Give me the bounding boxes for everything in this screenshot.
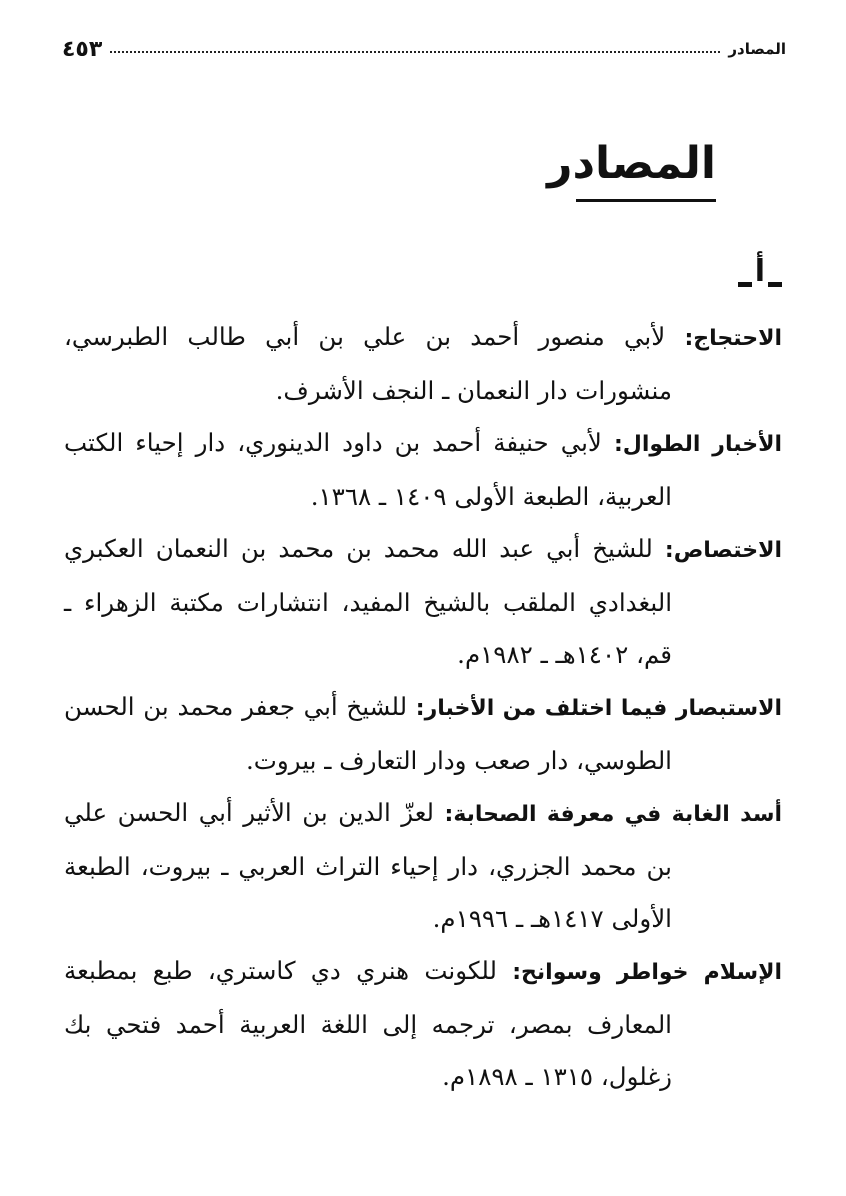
running-title: المصادر [728,40,786,58]
entry-description: للشيخ أبي عبد الله محمد بن محمد بن النعمان العكبري البغدادي الملقب بالشيخ المفيد، انتشارات مكتبة الزهراء ـ قم، ١٤٠٢هـ ـ ١٩٨٢م. [64,534,672,669]
bibliography-entry [64,681,782,787]
entry-description: للشيخ أبي جعفر محمد بن الحسن الطوسي، دار صعب ودار التعارف ـ بيروت. [64,692,672,775]
running-header [62,30,786,62]
entry-description: لعزّ الدين بن الأثير أبي الحسن علي بن محمد الجزري، دار إحياء التراث العربي ـ بيروت، الطبعة الأولى ١٤١٧هـ ـ ١٩٩٦م. [64,798,672,933]
dotted-leader [110,50,720,53]
bibliography-entry [64,787,782,945]
chapter-title: المصادر [547,138,716,189]
entry-term: الإسلام خواطر وسوانح: [512,960,783,985]
entry-term: الاستبصار فيما اختلف من الأخبار: [415,696,782,721]
entry-description: للكونت هنري دي كاستري، طبع بمطبعة المعارف بمصر، ترجمه إلى اللغة العربية أحمد فتحي بك زغلول، ١٣١٥ ـ ١٨٩٨م. [64,956,672,1091]
entry-term: الاختصاص: [664,538,782,563]
entry-description: لأبي حنيفة أحمد بن داود الدينوري، دار إحياء الكتب العربية، الطبعة الأولى ١٤٠٩ ـ ١٣٦٨. [64,428,672,511]
entry-description: لأبي منصور أحمد بن علي بن أبي طالب الطبرسي، منشورات دار النعمان ـ النجف الأشرف. [64,322,672,405]
bibliography-entry [64,523,782,681]
entry-term: الاحتجاج: [684,326,783,351]
section-heading [738,252,782,292]
bibliography-entry [64,311,782,417]
entry-term: الأخبار الطوال: [613,432,782,457]
section-bar-right [768,282,782,287]
bibliography-entry [64,417,782,523]
section-bar-left [738,282,752,287]
bibliography-list [64,311,782,1103]
chapter-title-underline [576,199,716,202]
bibliography-entry [64,945,782,1103]
section-letter: أ [754,254,765,289]
entry-term: أسد الغابة في معرفة الصحابة: [444,802,782,827]
page-number: ٤٥٣ [62,37,103,62]
